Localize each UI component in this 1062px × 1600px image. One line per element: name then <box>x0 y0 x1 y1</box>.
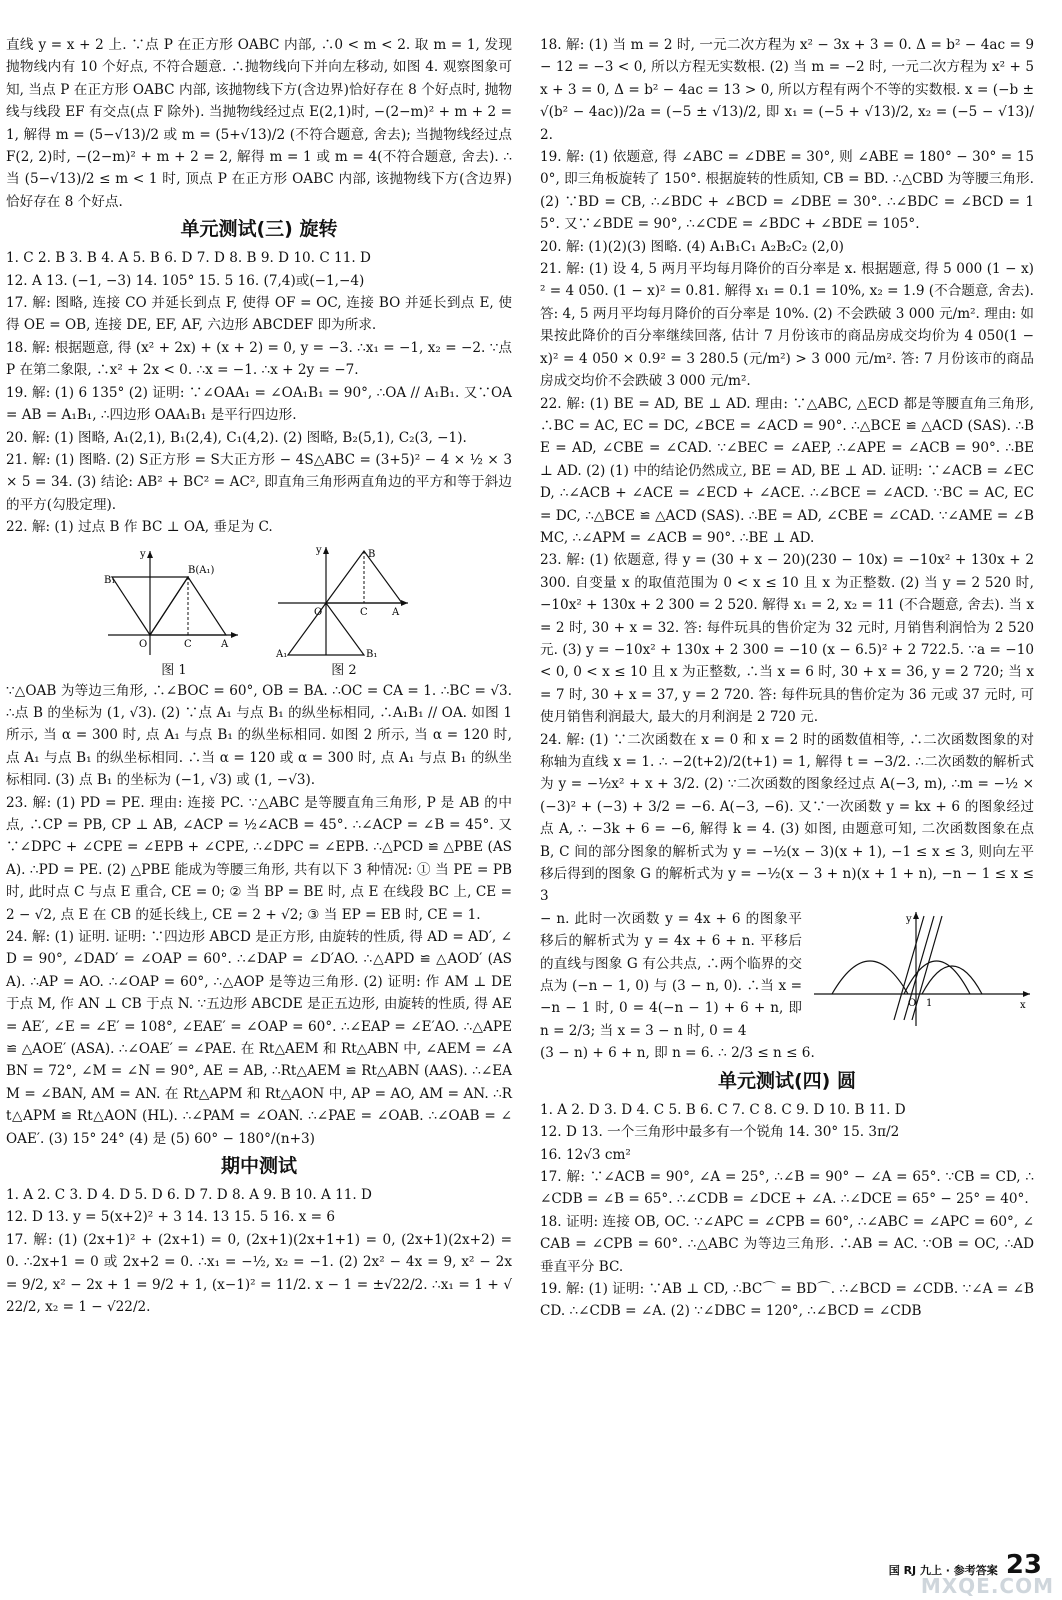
answer-21-right: 21. 解: (1) 设 4, 5 两月平均每月降价的百分率是 x. 根据题意, 得 5 000 (1 − x)² = 4 050. (1 − x)² = 0.81. 解得 x₁ = 0.1 = 10%, x₂ = 1.9 (不合题意, 舍去). 答: 4, 5 两月平均每月降价的百分率是 10%. (2) 不会跌破 3 000 元/m². 理由: 如果按此降价的百分率继续回落, 估计 7 月份该市的商品房成交均价为 4 050(1 − x)² = 4 050 × 0.9² = 3 280.5 (元/m²) > 3 000 元/m². 答: 7 月份该市的商品房成交均价不会跌破 3 000 元/m². <box>540 261 1034 390</box>
answer-20-right: 20. 解: (1)(2)(3) 图略. (4) A₁B₁C₁ A₂B₂C₂ (2,0) <box>540 238 844 255</box>
answer-22: 22. 解: (1) 过点 B 作 BC ⊥ OA, 垂足为 C. <box>6 519 273 536</box>
unit4-18: 18. 证明: 连接 OB, OC. ∵∠APC = ∠CPB = 60°, ∴∠ABC = ∠APC = 60°, ∠CAB = ∠CPB = 60°. ∴△ABC 为等边三角形. ∴AB = AC. ∵OB = OC, ∴AD 垂直平分 BC. <box>540 1213 1034 1275</box>
answer-23-right: 23. 解: (1) 依题意, 得 y = (30 + x − 20)(230 − 10x) = −10x² + 130x + 2 300. 自变量 x 的取值范围为 0 < x ≤ 10 且 x 为正整数. (2) 当 y = 2 520 时, −10x² + 130x + 2 300 = 2 520. 解得 x₁ = 2, x₂ = 11 (不合题意, 舍去). 当 x = 2 时, 30 + x = 32. 答: 每件玩具的售价定为 32 元时, 月销售利润恰为 2 520 元. (3) y = −10x² + 130x + 2 300 = −10 (x − 6.5)² + 2 722.5. ∵a = −10 < 0, 0 < x ≤ 10 且 x 为正整数, ∴当 x = 6 时, 30 + x = 36, y = 2 720; 当 x = 7 时, 30 + x = 37, y = 2 720. 答: 每件玩具的售价定为 36 元或 37 元时, 可使月销售利润最大, 最大的月利润是 2 720 元. <box>540 552 1034 726</box>
unit4-16: 16. 12√3 cm² <box>540 1146 631 1163</box>
svg-text:C: C <box>360 606 368 618</box>
answers-fill: 12. A 13. (−1, −3) 14. 105° 15. 5 16. (7,4)或(−1,−4) <box>6 272 365 289</box>
answer-24-figure-block <box>540 908 1034 1042</box>
svg-text:B(A₁): B(A₁) <box>188 564 215 576</box>
answer-18-right: 18. 解: (1) 当 m = 2 时, 一元二次方程为 x² − 3x + 3 = 0. Δ = b² − 4ac = 9 − 12 = −3 < 0, 所以方程无实数根. (2) 当 m = −2 时, 一元二次方程为 x² + 5x + 3 = 0, Δ = b² − 4ac = 13 > 0, 所以方程有两个不等的实数根. x = (−b ± √(b² − 4ac))/2a = (−5 ± √13)/2, 即 x₁ = (−5 + √13)/2, x₂ = (−5 − √13)/2. <box>540 37 1034 143</box>
answer-18: 18. 解: 根据题意, 得 (x² + 2x) + (x + 2) = 0, y = −3. ∴x₁ = −1, x₂ = −2. ∵点 P 在第二象限, ∴x² + 2x < 0. ∴x = −1. ∴x + 2y = −7. <box>6 339 512 379</box>
answer-19-right: 19. 解: (1) 依题意, 得 ∠ABC = ∠DBE = 30°, 则 ∠ABE = 180° − 30° = 150°, 即三角板旋转了 150°. 根据旋转的性质知, CB = BD. ∴△CBD 为等腰三角形. (2) ∵BD = CB, ∴∠BDC + ∠BCD = ∠DBE = 30°. ∴∠BDC = ∠BCD = 15°. 又∵∠BDE = 90°, ∴∠CDE = ∠BDC + ∠BDE = 105°. <box>540 149 1034 233</box>
svg-text:B₁: B₁ <box>366 648 378 660</box>
text-intro: 直线 y = x + 2 上. ∵点 P 在正方形 OABC 内部, ∴0 < m < 2. 取 m = 1, 发现抛物线内有 10 个好点, 不符合题意. ∴抛物线向下并向左移动, 如图 4. 观察图象可知, 当点 P 在正方形 OABC 内部, 该抛物线下方(含边界)恰好存在 8 个好点时, 抛物线与线段 EF 有交点(点 F 除外). 当抛物线经过点 E(2,1)时, −(2−m)² + m + 2 = 1, 解得 m = (5−√13)/2 或 m = (5+√13)/2 (不符合题意, 舍去); 当抛物线经过点 F(2, 2)时, −(2−m)² + m + 2 = 2, 解得 m = 1 或 m = 4(不符合题意, 舍去). ∴当 (5−√13)/2 ≤ m < 1 时, 顶点 P 在正方形 OABC 内部, 该抛物线下方(含边界)恰好存在 8 个好点. <box>6 37 512 210</box>
parabola-graph <box>812 908 1034 1028</box>
figure-1-diagram <box>104 543 244 661</box>
answer-24: 24. 解: (1) 证明. 证明: ∵四边形 ABCD 是正方形, 由旋转的性质, 得 AD = AD′, ∠D = 90°, ∠DAD′ = ∠OAP = 60°. ∴∠DAP = ∠D′AO. ∴△APD ≌ △AOD′ (ASA). ∴AP = AO. ∴∠OAP = 60°, ∴△AOP 是等边三角形. (2) 证明: 作 AM ⊥ DE 于点 M, 作 AN ⊥ CB 于点 N. ∵五边形 ABCDE 是正五边形, 由旋转的性质, 得 AE = AE′, ∠E = ∠E′ = 108°, ∠EAE′ = ∠OAP = 60°. ∴∠EAP = ∠E′AO. ∴△APE ≌ △AOE′ (ASA). ∴∠OAE′ = ∠PAE. 在 Rt△AEM 和 Rt△ABN 中, ∠AEM = ∠ABN = 72°, ∠M = ∠N = 90°, AE = AB, ∴Rt△AEM ≌ Rt△ABN (AAS). ∴∠EAM = ∠BAN, AM = AN. 在 Rt△APM 和 Rt△AON 中, AP = AO, AM = AN. ∴Rt△APM ≌ Rt△AON (HL). ∴∠PAM = ∠OAN. ∴∠PAE = ∠OAB. ∴∠OAB = ∠OAE′. (3) 15° 24° (4) 是 (5) 60° − 180°/(n+3) <box>6 929 512 1147</box>
midterm-17: 17. 解: (1) (2x+1)² + (2x+1) = 0, (2x+1)(2x+1+1) = 0, (2x+1)(2x+2) = 0. ∴2x+1 = 0 或 2x+2 = 0. ∴x₁ = −½, x₂ = −1. (2) 2x² − 4x = 9, x² − 2x = 9/2, x² − 2x + 1 = 9/2 + 1, (x−1)² = 11/2. x − 1 = ±√22/2. ∴x₁ = 1 + √22/2, x₂ = 1 − √22/2. <box>6 1231 512 1316</box>
answer-24-end: (3 − n) + 6 + n, 即 n = 6. ∴ 2/3 ≤ n ≤ 6. <box>540 1045 815 1062</box>
svg-text:1: 1 <box>926 997 933 1009</box>
answers-choice: 1. C 2. B 3. B 4. A 5. B 6. D 7. D 8. B 9. D 10. C 11. D <box>6 250 371 267</box>
right-column <box>540 34 1034 1323</box>
heading-unit3: 单元测试(三) 旋转 <box>180 218 338 241</box>
answer-21: 21. 解: (1) 图略. (2) S正方形 = S大正方形 − 4S△ABC = (3+5)² − 4 × ½ × 3 × 5 = 34. (3) 结论: AB² + BC² = AC², 即直角三角形两直角边的平方和等于斜边的平方(勾股定理). <box>6 451 512 513</box>
answer-23: 23. 解: (1) PD = PE. 理由: 连接 PC. ∵△ABC 是等腰直角三角形, P 是 AB 的中点, ∴CP = PB, CP ⊥ AB, ∠ACP = ½∠ACB = 45°. ∴∠ACP = ∠B = 45°. 又∵∠DPC + ∠CPE = ∠EPB + ∠CPE, ∴∠DPC = ∠EPB. ∴△PCD ≌ △PBE (ASA). ∴PD = PE. (2) △PBE 能成为等腰三角形, 共有以下 3 种情况: ① 当 PE = PB 时, 此时点 C 与点 E 重合, CE = 0; ② 当 BP = BE 时, 点 E 在线段 BC 上, CE = 2 − √2, 点 E 在 CB 的延长线上, CE = 2 + √2; ③ 当 EP = EB 时, CE = 1. <box>6 794 512 923</box>
answer-22-body: ∵△OAB 为等边三角形, ∴∠BOC = 60°, OB = BA. ∴OC = CA = 1. ∴BC = √3. ∴点 B 的坐标为 (1, √3). (2) ∵点 A₁ 与点 B₁ 的纵坐标相同, ∴A₁B₁ // OA. 如图 1 所示, 当 α = 300 时, 点 A₁ 与点 B₁ 的纵坐标相同. 如图 2 所示, 当 α = 120 时, 点 A₁ 与点 B₁ 的纵坐标相同. ∴当 α = 120 或 α = 300 时, 点 A₁ 与点 B₁ 的纵坐标相同. (3) 点 B₁ 的坐标为 (−1, √3) 或 (1, −√3). <box>6 682 512 789</box>
figure-1-caption: 图 1 <box>161 662 187 678</box>
figure-2-caption: 图 2 <box>331 662 357 678</box>
unit4-17: 17. 解: ∵∠ACB = 90°, ∠A = 25°, ∴∠B = 90° − ∠A = 65°. ∵CB = CD, ∴∠CDB = ∠B = 65°. ∴∠CDB = ∠DCE + ∠A. ∴∠DCE = 65° − 25° = 40°. <box>540 1168 1034 1208</box>
footer-tag: 国 RJ 九上 · 参考答案 <box>888 1564 998 1577</box>
midterm-choice: 1. A 2. C 3. D 4. D 5. D 6. D 7. D 8. A 9. B 10. A 11. D <box>6 1187 372 1204</box>
svg-text:O: O <box>139 638 148 650</box>
watermark: MXQE.COM <box>920 1574 1054 1598</box>
svg-text:O: O <box>314 606 323 618</box>
svg-text:O: O <box>908 997 917 1009</box>
heading-midterm: 期中测试 <box>220 1155 297 1178</box>
figure-1 <box>104 543 244 678</box>
answer-17: 17. 解: 图略, 连接 CO 并延长到点 F, 使得 OF = OC, 连接 BO 并延长到点 E, 使得 OE = OB, 连接 DE, EF, AF, 六边形 ABCDEF 即为所求. <box>6 295 512 334</box>
svg-text:A: A <box>392 606 400 618</box>
unit4-19: 19. 解: (1) 证明: ∵AB ⊥ CD, ∴BC⌒ = BD⌒. ∴∠BCD = ∠CDB. ∵∠A = ∠BCD. ∴∠CDB = ∠A. (2) ∵∠DBC = 120°, ∴∠BCD = ∠CDB <box>540 1280 1034 1320</box>
svg-text:A₁: A₁ <box>276 648 288 660</box>
svg-text:C: C <box>184 638 192 650</box>
svg-text:B₁: B₁ <box>104 574 116 586</box>
heading-unit4: 单元测试(四) 圆 <box>718 1069 856 1092</box>
unit4-choice: 1. A 2. D 3. D 4. C 5. B 6. C 7. C 8. C 9. D 10. B 11. D <box>540 1101 906 1118</box>
unit4-fill: 12. D 13. 一个三角形中最多有一个锐角 14. 30° 15. 3π/2 <box>540 1124 900 1141</box>
figure-row <box>6 543 512 678</box>
svg-text:A: A <box>221 638 229 650</box>
answer-24-continued: − n. 此时一次函数 y = 4x + 6 的图象平移后的解析式为 y = 4x + 6 + n. 平移后的直线与图象 G 有公共点, ∴两个临界的交点为 (−n − 1, 0) 与 (3 − n, 0). ∴当 x = −n − 1 时, 0 = 4(−n − 1) + 6 + n, 即 n = 2/3; 当 x = 3 − n 时, 0 = 4 <box>540 910 802 1039</box>
answer-22-right: 22. 解: (1) BE = AD, BE ⊥ AD. 理由: ∵△ABC, △ECD 都是等腰直角三角形, ∴BC = AC, EC = DC, ∠BCE = ∠ACD = 90°. ∴△BCE ≌ △ACD (SAS). ∴BE = AD, ∠CBE = ∠CAD. ∵∠BEC = ∠AEP, ∴∠APE = ∠ACB = 90°. ∴BE ⊥ AD. (2) (1) 中的结论仍然成立, BE = AD, BE ⊥ AD. 证明: ∵∠ACB = ∠ECD, ∴∠ACB + ∠ACE = ∠ECD + ∠ACE. ∴∠BCE = ∠ACD. ∵BC = AC, EC = DC, ∴△BCE ≌ △ACD (SAS). ∴BE = AD, ∠CBE = ∠CAD. ∵∠AME = ∠BMC, ∴∠APM = ∠ACB = 90°. ∴BE ⊥ AD. <box>540 395 1034 546</box>
figure-2 <box>274 543 414 678</box>
svg-text:y: y <box>140 548 146 560</box>
figure-2-diagram <box>274 543 414 661</box>
answer-20: 20. 解: (1) 图略, A₁(2,1), B₁(2,4), C₁(4,2). (2) 图略, B₂(5,1), C₂(3, −1). <box>6 429 467 446</box>
page-number: 23 <box>1005 1550 1042 1580</box>
svg-text:B: B <box>368 548 376 560</box>
svg-text:x: x <box>1020 999 1026 1011</box>
svg-text:y: y <box>906 913 912 925</box>
answer-24-right: 24. 解: (1) ∵二次函数在 x = 0 和 x = 2 时的函数值相等, ∴二次函数图象的对称轴为直线 x = 1. ∴ −2(t+2)/2(t+1) = 1, 解得 t = −3/2. ∴二次函数的解析式为 y = −½x² + x + 3/2. (2) ∵二次函数的图象经过点 A(−3, m), ∴m = −½ × (−3)² + (−3) + 3/2 = −6. A(−3, −6). 又∵一次函数 y = kx + 6 的图象经过点 A, ∴ −3k + 6 = −6, 解得 k = 4. (3) 如图, 由题意可知, 二次函数图象在点 B, C 间的部分图象的解析式为 y = −½(x − 3)(x + 1), −1 ≤ x ≤ 3, 则向左平移后得到的图象 G 的解析式为 y = −½(x − 3 + n)(x + 1 + n), −n − 1 ≤ x ≤ 3 <box>540 731 1034 905</box>
midterm-fill: 12. D 13. y = 5(x+2)² + 3 14. 13 15. 5 16. x = 6 <box>6 1209 335 1226</box>
left-column <box>6 34 512 1319</box>
svg-text:y: y <box>316 544 322 556</box>
answer-19: 19. 解: (1) 6 135° (2) 证明: ∵∠OAA₁ = ∠OA₁B₁ = 90°, ∴OA // A₁B₁. 又∵OA = AB = A₁B₁, ∴四边形 OAA₁B₁ 是平行四边形. <box>6 384 512 424</box>
